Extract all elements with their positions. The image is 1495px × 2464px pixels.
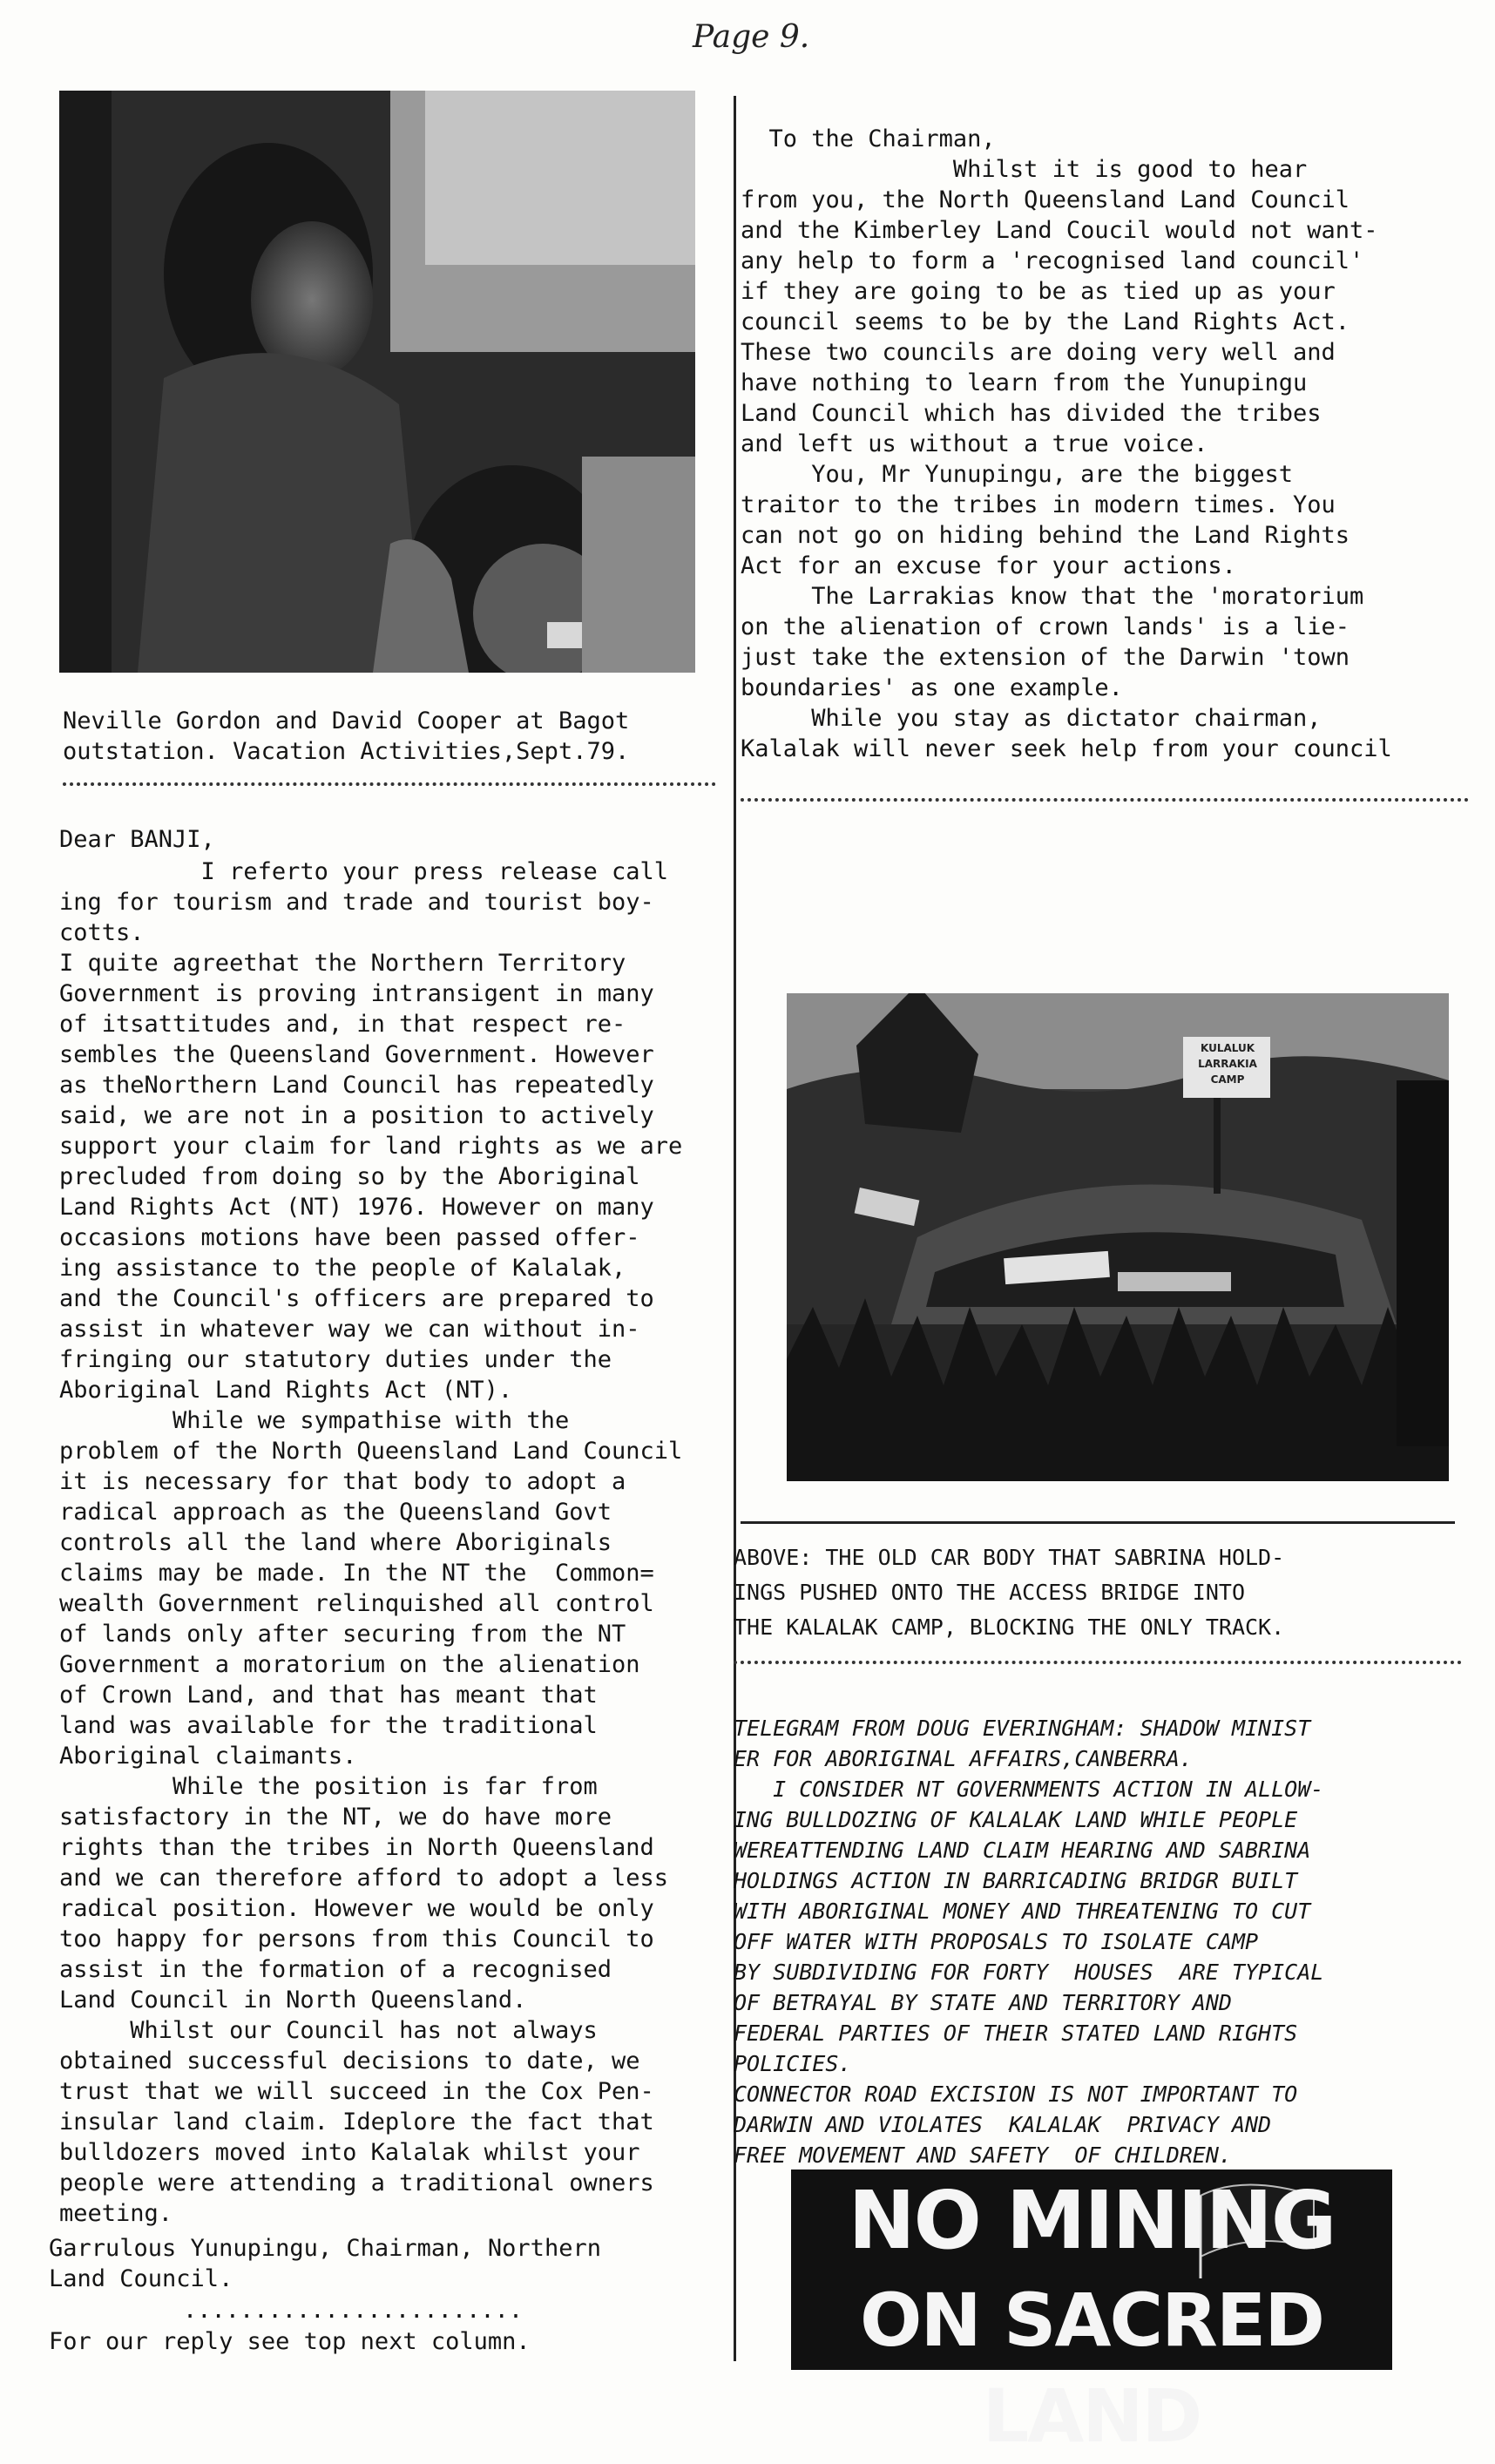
camp-sign-text: KULALUK LARRAKIA CAMP: [1198, 1042, 1257, 1086]
letter-signature: Garrulous Yunupingu, Chairman, Northern Land Council.: [49, 2235, 601, 2292]
photo2-caption: ABOVE: THE OLD CAR BODY THAT SABRINA HOLD- INGS PUSHED ONTO THE ACCESS BRIDGE INTO THE KALALAK CAMP, BLOCKING THE ONLY TRACK.: [734, 1545, 1285, 1640]
caption-rule: [741, 1521, 1455, 1524]
page-number: Page 9.: [693, 19, 810, 55]
letter-salutation: Dear BANJI,: [59, 826, 215, 853]
letter-body: I referto your press release call ing for tourism and trade and tourist boy- cotts. I quite agreethat the Northern Territory Government is proving intransigent in many of itsattitudes and, in that respect re- sembles the Queensland Government. However as theNorthern Land Council has repeatedly said, we are not in a position to actively support your claim for land rights as we are precluded from doing so by the Aboriginal Land Rights Act (NT) 1976. However on many occasions motions have been passed offer- ing assistance to the people of Kalalak, and the Council's officers are prepared to assist in whatever way we can without in- fringing our statutory duties under the Aboriginal Land Rights Act (NT). While we sympathise with the problem of the North Queensland Land Council it is necessary for that body to adopt a radical approach as the Queensland Govt controls all the land where Aboriginals claims may be made. In the NT the Common= wealth Government relinquished all control of lands only after securing from the NT Government a moratorium on the alienation of Crown Land, and that has meant that land was available for the traditional Aboriginal claimants. While the position is far from satisfactory in the NT, we do have more rights than the tribes in North Queensland and we can therefore afford to adopt a less radical position. However we would be only too happy for persons from this Council to assist in the formation of a recognised Land Council in North Queensland. Whilst our Council has not always obtained successful decisions to date, we trust that we will succeed in the Cox Pen- insular land claim. Ideplore the fact that bulldozers moved into Kalalak whilst your people were attending a traditional owners meeting.: [59, 858, 683, 2227]
dotted-short-separator: ........................: [183, 2297, 524, 2324]
reply-note: For our reply see top next column.: [49, 2328, 531, 2355]
dotted-separator-right-2: [734, 1661, 1462, 1664]
banner-line-1: NO MINING: [848, 2174, 1336, 2267]
photo-car-body-bridge: [787, 993, 1449, 1481]
telegram-text: TELEGRAM FROM DOUG EVERINGHAM: SHADOW MINIST ER FOR ABORIGINAL AFFAIRS,CANBERRA. I CONSIDER NT GOVERNMENTS ACTION IN ALLOW- ING BULLDOZING OF KALALAK LAND WHILE PEOPLE WEREATTENDING LAND CLAIM HEARING AND SABRINA HOLDINGS ACTION IN BARRICADING BRIDGR BUILT WITH ABORIGINAL MONEY AND THREATENING TO CUT OFF WATER WITH PROPOSALS TO ISOLATE CAMP BY SUBDIVIDING FOR FORTY HOUSES ARE TYPICAL OF BETRAYAL BY STATE AND TERRITORY AND FEDERAL PARTIES OF THEIR STATED LAND RIGHTS POLICIES. CONNECTOR ROAD EXCISION IS NOT IMPORTANT TO DARWIN AND VIOLATES KALALAK PRIVACY AND FREE MOVEMENT AND SAFETY OF CHILDREN.: [734, 1716, 1324, 2168]
dotted-separator: [63, 782, 716, 786]
photo1-caption: Neville Gordon and David Cooper at Bagot outstation. Vacation Activities,Sept.79.: [63, 707, 630, 765]
no-mining-banner: [791, 2170, 1392, 2459]
reply-letter: To the Chairman, Whilst it is good to hear from you, the North Queensland Land Council and the Kimberley Land Coucil would not want- any help to form a 'recognised land council' if they are going to be as tied up as your council seems to be by the Land Rights Act. These two councils are doing very well and have nothing to learn from the Yunupingu Land Council which has divided the tribes and left us without a true voice. You, Mr Yunupingu, are the biggest traitor to the tribes in modern times. You can not go on hiding behind the Land Rights Act for an excuse for your actions. The Larrakias know that the 'moratorium on the alienation of crown lands' is a lie- just take the extension of the Darwin 'town boundaries' as one example. While you stay as dictator chairman, Kalalak will never seek help from your council: [741, 125, 1392, 762]
banner-line-2: ON SACRED LAND: [860, 2278, 1323, 2459]
photo-children-bagot: [59, 91, 695, 673]
dotted-separator-right: [741, 798, 1469, 802]
